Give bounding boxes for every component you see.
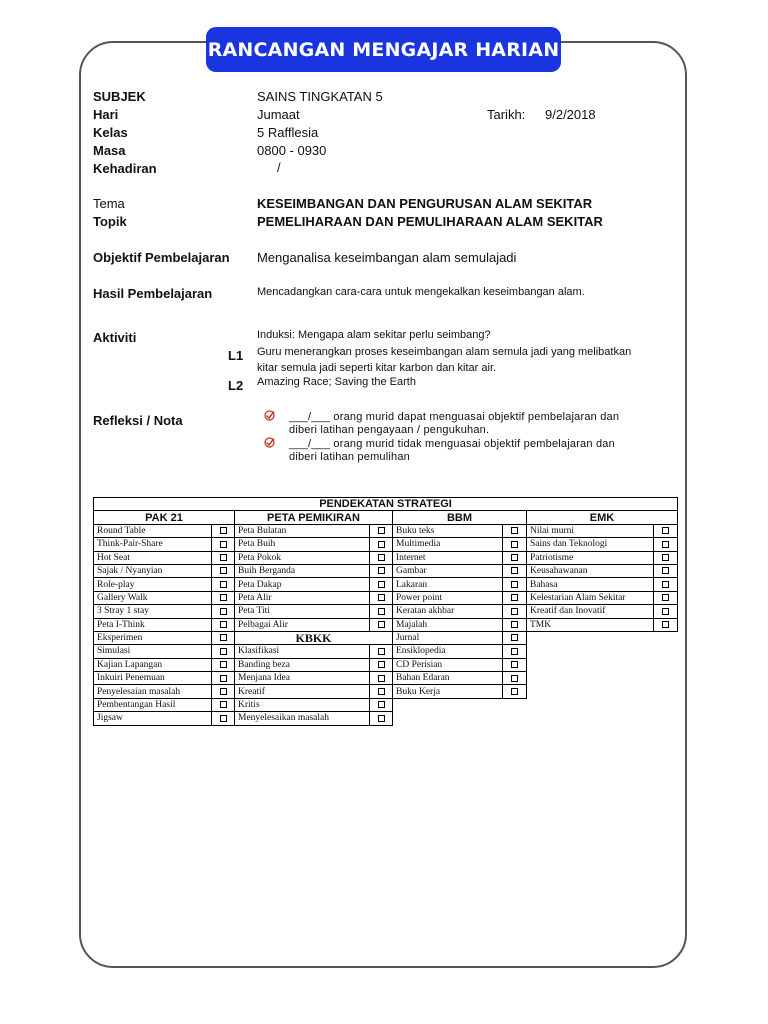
checkbox-square-icon	[378, 661, 385, 668]
pak21-item: Simulasi	[94, 645, 212, 658]
checkbox-square-icon	[220, 541, 227, 548]
checkbox-square-icon	[662, 567, 669, 574]
empty-cell	[654, 672, 678, 685]
empty-cell	[654, 658, 678, 671]
checkbox-square-icon	[220, 701, 227, 708]
checkbox[interactable]	[212, 551, 235, 564]
objektif-label: Objektif Pembelajaran	[93, 250, 230, 265]
col-header-bbm: BBM	[393, 511, 527, 524]
checkbox[interactable]	[654, 564, 678, 577]
checkbox-square-icon	[220, 594, 227, 601]
peta-item: Peta Bulatan	[235, 524, 370, 537]
refleksi-r1-line2: diberi latihan pengayaan / pengukuhan.	[289, 424, 490, 436]
checkbox[interactable]	[212, 645, 235, 658]
empty-cell	[654, 712, 678, 725]
checkbox-square-icon	[378, 701, 385, 708]
pak21-item: Eksperimen	[94, 631, 212, 644]
table-row	[94, 538, 678, 551]
subjek-label: SUBJEK	[93, 89, 146, 104]
checkbox-square-icon	[662, 581, 669, 588]
checkbox[interactable]	[503, 578, 527, 591]
kbkk-item: Menjana Idea	[235, 672, 370, 685]
aktiviti-l2-label: L2	[228, 378, 244, 393]
refleksi-r2-line1: ___/___ orang murid tidak menguasai objektif pembelajaran dan	[289, 438, 615, 450]
hari-value: Jumaat	[257, 107, 300, 122]
checkbox[interactable]	[212, 618, 235, 631]
checkbox[interactable]	[503, 685, 527, 698]
table-row	[94, 591, 678, 604]
empty-cell	[527, 712, 654, 725]
checkbox[interactable]	[212, 631, 235, 644]
kelas-label: Kelas	[93, 125, 128, 140]
pak21-item: Peta I-Think	[94, 618, 212, 631]
pak21-item: 3 Stray 1 stay	[94, 605, 212, 618]
tema-value: KESEIMBANGAN DAN PENGURUSAN ALAM SEKITAR	[257, 196, 593, 211]
table-row	[94, 564, 678, 577]
checkbox-square-icon	[378, 648, 385, 655]
kbkk-item: Klasifikasi	[235, 645, 370, 658]
pak21-item: Gallery Walk	[94, 591, 212, 604]
checkbox[interactable]	[212, 658, 235, 671]
emk-item: Kelestarian Alam Sekitar	[527, 591, 654, 604]
strategi-table	[93, 497, 678, 726]
empty-cell	[503, 712, 527, 725]
checkbox-square-icon	[662, 527, 669, 534]
checkbox-square-icon	[378, 581, 385, 588]
checkbox-square-icon	[220, 621, 227, 628]
checkbox[interactable]	[654, 605, 678, 618]
checkbox[interactable]	[503, 524, 527, 537]
col-header-peta: PETA PEMIKIRAN	[235, 511, 393, 524]
checkbox[interactable]	[654, 551, 678, 564]
checkbox-square-icon	[220, 608, 227, 615]
tema-label: Tema	[93, 196, 125, 211]
pak21-item: Sajak / Nyanyian	[94, 564, 212, 577]
checkbox[interactable]	[503, 605, 527, 618]
checkbox[interactable]	[212, 538, 235, 551]
empty-cell	[654, 631, 678, 644]
bbm-item: Ensiklopedia	[393, 645, 503, 658]
empty-cell	[527, 631, 654, 644]
empty-cell	[527, 685, 654, 698]
emk-item: Kreatif dan Inovatif	[527, 605, 654, 618]
kbkk-heading: KBKK	[235, 631, 393, 644]
bbm-item: Jurnal	[393, 631, 503, 644]
table-row	[94, 712, 678, 725]
checkbox[interactable]	[212, 672, 235, 685]
empty-cell	[527, 658, 654, 671]
checkbox-square-icon	[378, 554, 385, 561]
checkbox[interactable]	[503, 618, 527, 631]
checkbox-square-icon	[220, 567, 227, 574]
checkbox-square-icon	[662, 621, 669, 628]
checkbox-square-icon	[220, 554, 227, 561]
checkbox-square-icon	[662, 541, 669, 548]
checkmark-icon	[264, 410, 275, 421]
checkbox[interactable]	[503, 564, 527, 577]
empty-cell	[654, 685, 678, 698]
checkbox-square-icon	[220, 715, 227, 722]
empty-cell	[527, 672, 654, 685]
pak21-item: Think-Pair-Share	[94, 538, 212, 551]
pak21-item: Inkuiri Penemuan	[94, 672, 212, 685]
checkbox-square-icon	[220, 527, 227, 534]
checkbox-square-icon	[378, 715, 385, 722]
checkbox-square-icon	[220, 634, 227, 641]
checkbox-square-icon	[511, 541, 518, 548]
checkbox[interactable]	[503, 591, 527, 604]
bbm-item: CD Perisian	[393, 658, 503, 671]
hasil-value: Mencadangkan cara-cara untuk mengekalkan keseimbangan alam.	[257, 286, 585, 298]
checkbox-square-icon	[378, 675, 385, 682]
peta-item: Peta Titi	[235, 605, 370, 618]
aktiviti-l2: Amazing Race; Saving the Earth	[257, 376, 416, 388]
emk-item: TMK	[527, 618, 654, 631]
checkbox[interactable]	[503, 645, 527, 658]
aktiviti-l1-line1: Guru menerangkan proses keseimbangan alam semula jadi yang melibatkan	[257, 346, 632, 358]
checkbox[interactable]	[212, 698, 235, 711]
empty-cell	[654, 698, 678, 711]
empty-cell	[393, 698, 503, 711]
table-row	[94, 551, 678, 564]
table-row	[94, 698, 678, 711]
hari-label: Hari	[93, 107, 119, 122]
bbm-item: Bahan Edaran	[393, 672, 503, 685]
kbkk-item: Kritis	[235, 698, 370, 711]
checkbox[interactable]	[370, 685, 393, 698]
checkbox-square-icon	[220, 581, 227, 588]
checkbox-square-icon	[220, 688, 227, 695]
peta-item: Pelbagai Alir	[235, 618, 370, 631]
checkbox[interactable]	[212, 564, 235, 577]
bbm-item: Internet	[393, 551, 503, 564]
pak21-item: Pembentangan Hasil	[94, 698, 212, 711]
empty-cell	[503, 698, 527, 711]
aktiviti-label: Aktiviti	[93, 330, 137, 345]
checkbox-square-icon	[511, 675, 518, 682]
topik-label: Topik	[93, 214, 127, 229]
col-header-pak21: PAK 21	[94, 511, 235, 524]
empty-cell	[527, 645, 654, 658]
pak21-item: Kajian Lapangan	[94, 658, 212, 671]
bbm-item: Majalah	[393, 618, 503, 631]
topik-value: PEMELIHARAAN DAN PEMULIHARAAN ALAM SEKITAR	[257, 214, 603, 229]
checkbox[interactable]	[654, 591, 678, 604]
tarikh-value: 9/2/2018	[545, 107, 596, 122]
kbkk-item: Kreatif	[235, 685, 370, 698]
page-title: RANCANGAN MENGAJAR HARIAN	[206, 27, 561, 72]
table-row	[94, 631, 678, 644]
table-row	[94, 645, 678, 658]
checkbox[interactable]	[370, 538, 393, 551]
checkbox-square-icon	[511, 634, 518, 641]
checkbox[interactable]	[370, 524, 393, 537]
checkbox[interactable]	[212, 712, 235, 725]
subjek-value: SAINS TINGKATAN 5	[257, 89, 383, 104]
checkbox-square-icon	[378, 567, 385, 574]
kehadiran-label: Kehadiran	[93, 161, 157, 176]
pak21-item: Round Table	[94, 524, 212, 537]
checkbox[interactable]	[370, 698, 393, 711]
checkbox[interactable]	[654, 578, 678, 591]
refleksi-r1-line1: ___/___ orang murid dapat menguasai objektif pembelajaran dan	[289, 411, 620, 423]
checkbox[interactable]	[212, 605, 235, 618]
kehadiran-value: /	[277, 160, 281, 175]
peta-item: Peta Dakap	[235, 578, 370, 591]
checkbox-square-icon	[220, 648, 227, 655]
kelas-value: 5 Rafflesia	[257, 125, 319, 140]
checkbox-square-icon	[378, 594, 385, 601]
checkbox[interactable]	[212, 685, 235, 698]
emk-item: Bahasa	[527, 578, 654, 591]
checkbox-square-icon	[662, 594, 669, 601]
checkbox[interactable]	[654, 524, 678, 537]
checkbox-square-icon	[511, 608, 518, 615]
emk-item: Sains dan Teknologi	[527, 538, 654, 551]
pak21-item: Jigsaw	[94, 712, 212, 725]
checkbox-square-icon	[511, 688, 518, 695]
checkbox-square-icon	[511, 581, 518, 588]
checkbox-square-icon	[511, 648, 518, 655]
checkbox[interactable]	[370, 564, 393, 577]
checkbox-square-icon	[378, 541, 385, 548]
kbkk-item: Banding beza	[235, 658, 370, 671]
peta-item: Peta Pokok	[235, 551, 370, 564]
checkbox[interactable]	[503, 631, 527, 644]
table-row	[94, 658, 678, 671]
pak21-item: Role-play	[94, 578, 212, 591]
checkbox-square-icon	[378, 621, 385, 628]
emk-item: Nilai murni	[527, 524, 654, 537]
checkbox-square-icon	[378, 608, 385, 615]
empty-cell	[393, 712, 503, 725]
bbm-item: Gambar	[393, 564, 503, 577]
checkbox-square-icon	[511, 527, 518, 534]
checkbox[interactable]	[370, 645, 393, 658]
checkbox[interactable]	[212, 578, 235, 591]
hasil-label: Hasil Pembelajaran	[93, 286, 213, 301]
emk-item: Patriotisme	[527, 551, 654, 564]
objektif-value: Menganalisa keseimbangan alam semulajadi	[257, 250, 517, 265]
checkbox[interactable]	[503, 658, 527, 671]
checkbox-square-icon	[511, 567, 518, 574]
bbm-item: Keratan akhbar	[393, 605, 503, 618]
refleksi-label: Refleksi / Nota	[93, 413, 183, 428]
table-row	[94, 605, 678, 618]
checkbox-square-icon	[220, 661, 227, 668]
peta-item: Buih Berganda	[235, 564, 370, 577]
table-row	[94, 578, 678, 591]
masa-value: 0800 - 0930	[257, 143, 327, 158]
strategi-heading: PENDEKATAN STRATEGI	[94, 498, 678, 511]
checkbox[interactable]	[370, 591, 393, 604]
checkbox-square-icon	[511, 554, 518, 561]
checkmark-icon	[264, 437, 275, 448]
peta-item: Peta Alir	[235, 591, 370, 604]
checkbox[interactable]	[212, 591, 235, 604]
aktiviti-l1-line2: kitar semula jadi seperti kitar karbon dan kitar air.	[257, 362, 497, 374]
checkbox[interactable]	[370, 578, 393, 591]
checkbox[interactable]	[370, 551, 393, 564]
bbm-item: Buku teks	[393, 524, 503, 537]
checkbox[interactable]	[370, 618, 393, 631]
emk-item: Keusahawanan	[527, 564, 654, 577]
checkbox-square-icon	[220, 675, 227, 682]
checkbox[interactable]	[503, 538, 527, 551]
bbm-item: Multimedia	[393, 538, 503, 551]
kbkk-item: Menyelesaikan masalah	[235, 712, 370, 725]
col-header-emk: EMK	[527, 511, 678, 524]
tarikh-label: Tarikh:	[487, 107, 526, 122]
bbm-item: Power point	[393, 591, 503, 604]
checkbox-square-icon	[378, 688, 385, 695]
empty-cell	[654, 645, 678, 658]
checkbox[interactable]	[654, 618, 678, 631]
table-row	[94, 685, 678, 698]
table-row	[94, 524, 678, 537]
peta-item: Peta Buih	[235, 538, 370, 551]
checkbox[interactable]	[370, 672, 393, 685]
empty-cell	[527, 698, 654, 711]
checkbox[interactable]	[654, 538, 678, 551]
aktiviti-induksi: Induksi: Mengapa alam sekitar perlu seimbang?	[257, 329, 491, 341]
masa-label: Masa	[93, 143, 126, 158]
checkbox[interactable]	[370, 605, 393, 618]
checkbox[interactable]	[370, 658, 393, 671]
checkbox-square-icon	[662, 554, 669, 561]
checkbox-square-icon	[511, 594, 518, 601]
checkbox-square-icon	[378, 527, 385, 534]
checkbox[interactable]	[503, 672, 527, 685]
checkbox[interactable]	[503, 551, 527, 564]
checkbox-square-icon	[662, 608, 669, 615]
bbm-item: Buku Kerja	[393, 685, 503, 698]
pak21-item: Penyelesaian masalah	[94, 685, 212, 698]
checkbox-square-icon	[511, 661, 518, 668]
pak21-item: Hot Seat	[94, 551, 212, 564]
bbm-item: Lakaran	[393, 578, 503, 591]
checkbox-square-icon	[511, 621, 518, 628]
checkbox[interactable]	[212, 524, 235, 537]
table-row	[94, 672, 678, 685]
table-row	[94, 618, 678, 631]
refleksi-r2-line2: diberi latihan pemulihan	[289, 451, 410, 463]
checkbox[interactable]	[370, 712, 393, 725]
aktiviti-l1-label: L1	[228, 348, 244, 363]
